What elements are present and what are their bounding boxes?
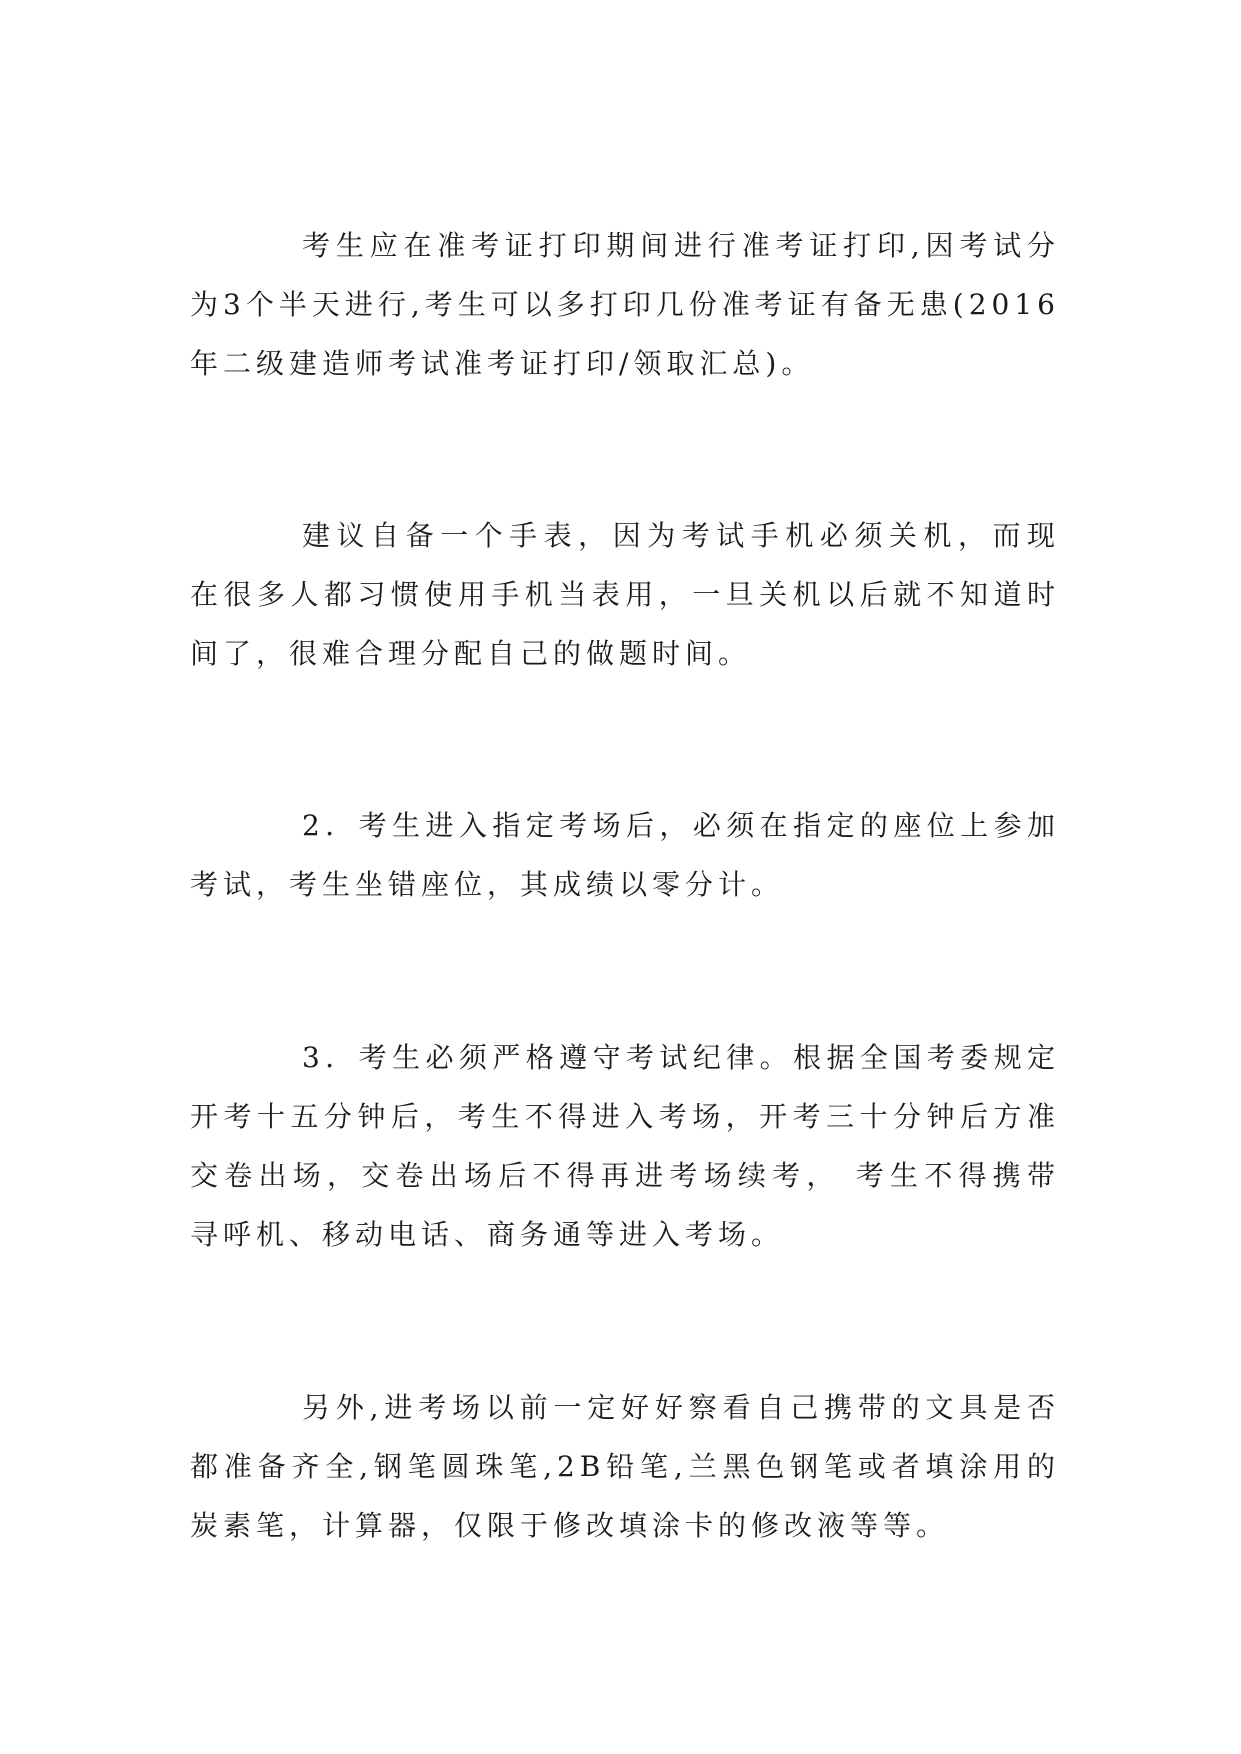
paragraph-exam-discipline: 3．考生必须严格遵守考试纪律。根据全国考委规定开考十五分钟后，考生不得进入考场，开考三十分钟后方准交卷出场，交卷出场后不得再进考场续考， 考生不得携带寻呼机、移动电话、商务通等进入考场。 [190,1041,1060,1251]
paragraph-admission-ticket: 考生应在准考证打印期间进行准考证打印,因考试分为3个半天进行,考生可以多打印几份准考证有备无患(2016年二级建造师考试准考证打印/领取汇总)。 [190,229,1060,380]
paragraph-assigned-seat: 2．考生进入指定考场后，必须在指定的座位上参加考试，考生坐错座位，其成绩以零分计。 [190,809,1060,901]
paragraph-stationery-check: 另外,进考场以前一定好好察看自己携带的文具是否都准备齐全,钢笔圆珠笔,2B铅笔,兰黑色钢笔或者填涂用的炭素笔，计算器，仅限于修改填涂卡的修改液等等。 [190,1391,1060,1542]
paragraph-bring-watch: 建议自备一个手表，因为考试手机必须关机，而现在很多人都习惯使用手机当表用，一旦关机以后就不知道时间了，很难合理分配自己的做题时间。 [190,519,1060,670]
